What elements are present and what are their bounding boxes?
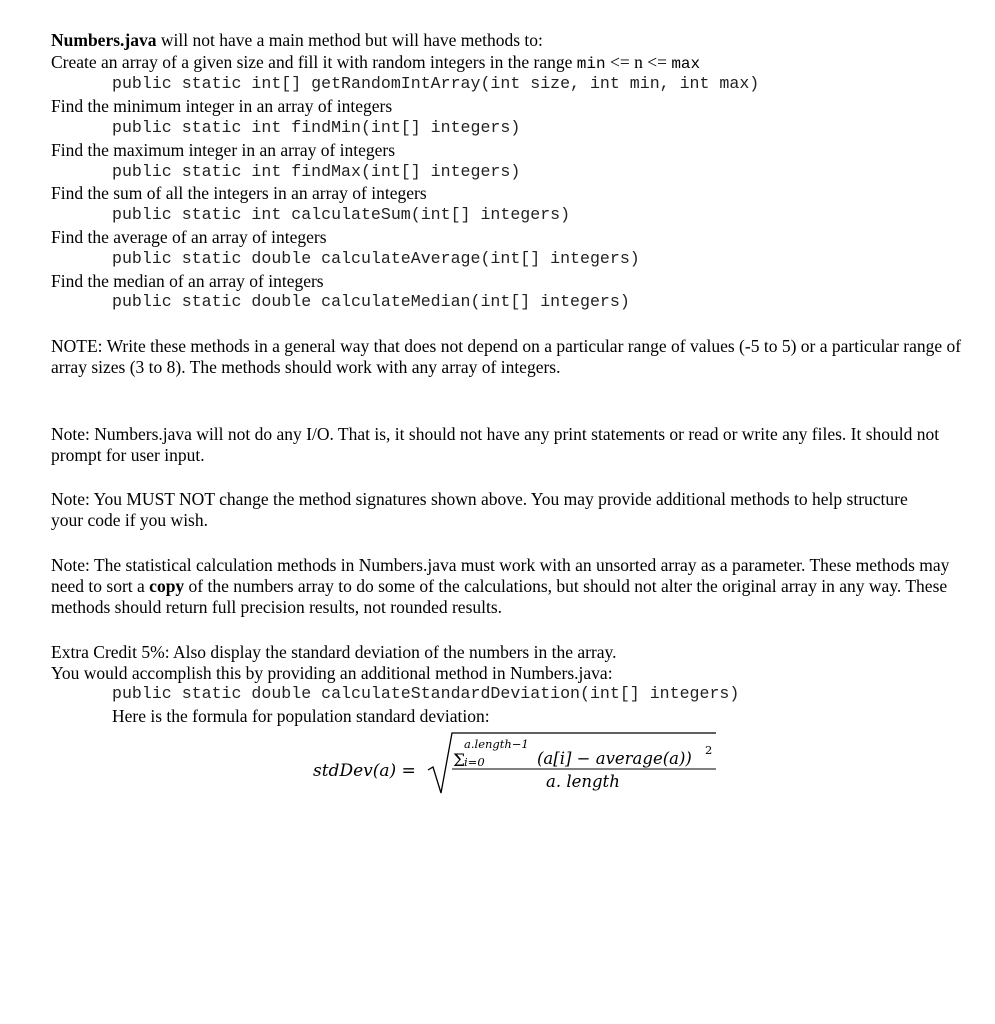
- formula-denominator: a. length: [546, 772, 620, 791]
- signature-getRandomIntArray: public static int[] getRandomIntArray(int size, int min, int max): [112, 74, 760, 93]
- extra-credit-line1: Extra Credit 5%: Also display the standard deviation of the numbers in the array.: [51, 642, 617, 662]
- formula-intro: Here is the formula for population standard deviation:: [112, 706, 490, 726]
- signature-calculateStandardDeviation: public static double calculateStandardDeviation(int[] integers): [112, 684, 740, 703]
- intro-filename: Numbers.java: [51, 30, 157, 50]
- note-unsorted-bold: copy: [149, 576, 185, 596]
- method-desc-random-array: [51, 52, 700, 75]
- signature-findMin: public static int findMin(int[] integers): [112, 118, 521, 137]
- radical-sign: [428, 733, 716, 793]
- range-max: max: [671, 55, 701, 73]
- method-desc-calculateSum: Find the sum of all the integers in an array of integers: [51, 183, 427, 203]
- formula-exponent: 2: [705, 743, 713, 757]
- signature-calculateSum: public static int calculateSum(int[] integers): [112, 205, 571, 224]
- extra-credit-line2: You would accomplish this by providing an additional method in Numbers.java:: [51, 663, 613, 683]
- formula-numerator: (a[i] − average(a)): [537, 749, 692, 768]
- method-desc-text: Create an array of a given size and fill it with random integers in the range: [51, 52, 577, 72]
- method-desc-calculateAverage: Find the average of an array of integers: [51, 227, 327, 247]
- note-general: NOTE: Write these methods in a general way that does not depend on a particular range of values (-5 to 5) or a particular range of array sizes (3 to 8). The methods should work with any array of integers.: [51, 336, 962, 377]
- signature-findMax: public static int findMax(int[] integers): [112, 162, 521, 181]
- note-signatures: Note: You MUST NOT change the method signatures shown above. You may provide additional methods to help structure your code if you wish.: [51, 489, 908, 530]
- range-mid: <= n <=: [605, 52, 672, 72]
- sum-upper-limit: a.length−1: [464, 737, 529, 751]
- intro-text: will not have a main method but will have methods to:: [156, 30, 543, 50]
- note-unsorted-text-a: Note: The statistical calculation methods in Numbers.java must work with an unsorted array as a parameter. These methods may need to sort a: [51, 555, 950, 596]
- note-io: Note: Numbers.java will not do any I/O. That is, it should not have any print statements or read or write any files. It should not prompt for user input.: [51, 424, 940, 465]
- intro-line: [51, 30, 543, 51]
- method-desc-calculateMedian: Find the median of an array of integers: [51, 271, 324, 291]
- method-desc-findMin: Find the minimum integer in an array of integers: [51, 96, 393, 116]
- note-unsorted: [51, 555, 961, 618]
- formula-lhs: stdDev(a) =: [313, 761, 416, 781]
- note-unsorted-text-b: of the numbers array to do some of the calculations, but should not alter the original array in any way. These methods should return full precision results, not rounded results.: [51, 576, 948, 617]
- method-desc-findMax: Find the maximum integer in an array of integers: [51, 140, 396, 160]
- signature-calculateMedian: public static double calculateMedian(int[] integers): [112, 292, 630, 311]
- sum-lower-limit: i=0: [464, 755, 485, 769]
- signature-calculateAverage: public static double calculateAverage(int[] integers): [112, 249, 640, 268]
- range-min: min: [576, 55, 606, 73]
- sigma-symbol: Σ: [453, 751, 466, 771]
